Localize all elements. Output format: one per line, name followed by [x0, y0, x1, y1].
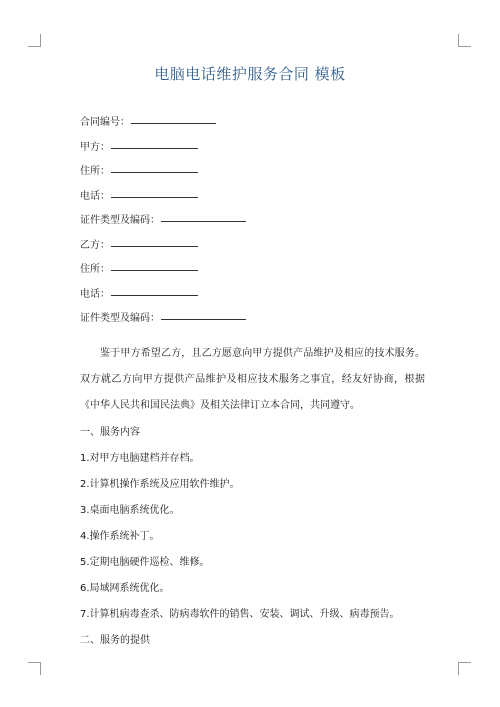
field-contract-number [80, 113, 425, 138]
field-label: 证件类型及编码： [80, 313, 160, 324]
field-label: 电话： [80, 288, 110, 300]
blank-underline[interactable] [111, 162, 198, 173]
crop-mark-top-left [28, 34, 41, 47]
field-party-a-address [80, 162, 425, 187]
crop-mark-bottom-left [28, 662, 41, 675]
field-label: 住所： [80, 166, 110, 177]
list-item: 1.对甲方电脑建档并存档。 [80, 452, 200, 464]
section-heading-provision: 二、服务的提供 [80, 634, 150, 646]
blank-underline[interactable] [111, 187, 198, 198]
field-party-a-id [80, 211, 425, 236]
field-party-a-phone [80, 187, 425, 212]
field-party-b-address [80, 260, 425, 285]
field-party-b [80, 236, 425, 261]
preamble-paragraph: 鉴于甲方希望乙方，且乙方愿意向甲方提供产品维护及相应的技术服务。双方就乙方向甲方提供产品维护及相应技术服务之事宜，经友好协商，根据《中华人民共和国民法典》及相关法律订立本合同，共同遵守。 [80, 347, 425, 411]
list-item: 4.操作系统补丁。 [80, 530, 160, 542]
blank-underline[interactable] [131, 113, 216, 124]
field-label: 电话： [80, 190, 110, 202]
blank-underline[interactable] [111, 236, 198, 247]
crop-mark-top-right [458, 34, 471, 47]
field-label: 乙方： [80, 239, 110, 251]
field-label: 证件类型及编码： [80, 215, 160, 226]
list-item: 7.计算机病毒查杀、防病毒软件的销售、安装、调试、升级、病毒预告。 [80, 608, 400, 620]
document-body [80, 113, 425, 659]
crop-mark-bottom-right [458, 662, 471, 675]
list-item: 3.桌面电脑系统优化。 [80, 504, 180, 516]
list-item: 5.定期电脑硬件巡检、维修。 [80, 556, 210, 568]
field-label: 合同编号： [80, 117, 130, 128]
section-heading-services: 一、服务内容 [80, 426, 140, 438]
list-item: 2.计算机操作系统及应用软件维护。 [80, 478, 240, 490]
blank-underline[interactable] [111, 138, 198, 149]
blank-underline[interactable] [161, 309, 246, 320]
field-party-b-id [80, 309, 425, 334]
blank-underline[interactable] [161, 211, 246, 222]
field-label: 甲方： [80, 141, 110, 153]
field-label: 住所： [80, 264, 110, 275]
list-item: 6.局域网系统优化。 [80, 582, 170, 594]
field-party-b-phone [80, 285, 425, 310]
field-party-a [80, 138, 425, 163]
blank-underline[interactable] [111, 285, 198, 296]
document-title: 电脑电话维护服务合同 模板 [154, 65, 346, 83]
blank-underline[interactable] [111, 260, 198, 271]
